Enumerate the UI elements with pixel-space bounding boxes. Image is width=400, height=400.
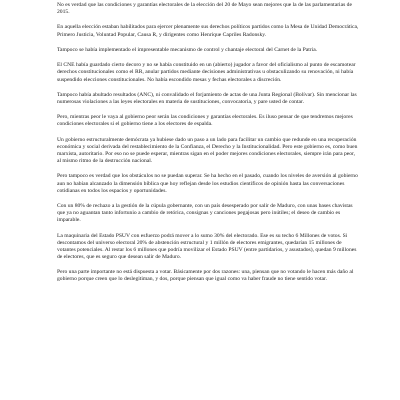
paragraph: Pero, mientras peor le vaya al gobierno peor serán las condiciones y garantías electorales. Es iluso pensar de que tendremos mejores condiciones electorales si el gobierno tiene a los electores de espalda. xyxy=(57,114,353,128)
paragraph: Un gobierno estructuralmente demócrata ya hubiese dado un paso a un lado para facilitar un cambio que redunde en una recuperación económica y social derivada del restablecimiento de la Confianza, el Derecho y la Institucionalidad. Pero este gobierno es, como buen marxista, autoritario. Por eso no se puede esperar, mientras sigan en el poder mejores condiciones electorales, siempre irán para peor, al mismo ritmo de la destrucción nacional. xyxy=(57,136,358,165)
paragraph: La maquinaria del Estado PSUV con esfuerzo podrá mover a lo sumo 30% del electorado. Ese es su techo 6 Millones de votos. Si descontamos del universo electoral 20% de abstención estructural y 1 millón de electores emigrantes, quedarían 15 millones de votantes potenciales. Al restar los 6 millones que podría movilizar el Estado PSUV (entre partidarios, y asustados), quedan 9 millones de electores, que es seguro que desean salir de Maduro. xyxy=(57,232,357,260)
paragraph: Con un 80% de rechazo a la gestión de la cúpula gobernante, con un país desesperado por salir de Maduro, con unas bases chavistas que ya no aguantan tanto infortunio a cambio de retórica, consignas y canciones pegajosas pero inútiles; el deseo de cambio es imparable. xyxy=(57,203,353,224)
paragraph: El CNE había guardado cierto decoro y no se había constituido en un (abierto) jugador a favor del oficialismo al punto de escamotear derechos constitucionales como el RR, anular partidos mediante decisiones administrativas u obstaculizando su renovación, ni había suspendido elecciones constitucionales. No había escondido mesas y fechas electorales a discreción. xyxy=(57,62,356,83)
paragraph: No es verdad que las condiciones y garantías electorales de la elección del 20 de Mayo sean mejores que la de las parlamentarias de 2015. xyxy=(57,2,352,16)
paragraph: Pero una parte importante no está dispuesta a votar. Básicamente por dos razones: una, piensan que no votando le hacen más daño al gobierno porque creen que lo deslegitiman, y dos, porque piensan que igual como va haber fraude no tiene sentido votar. xyxy=(57,269,354,283)
paragraph: En aquella elección estaban habilitados para ejercer plenamente sus derechos políticos partidos como la Mesa de Unidad Democrática, Primero Justicia, Voluntad Popular, Causa R, y dirigentes como Henrique Capriles Radonsky. xyxy=(57,24,359,38)
article-body xyxy=(57,2,359,283)
paragraph: Pero tampoco es verdad que los obstáculos no se puedan superar. Se ha hecho en el pasado, cuando los niveles de aversión al gobierno aun no habían alcanzado la dimensión bíblica que hoy reflejan desde los estudios científicos de opinión hasta las conversaciones cotidianas en todos los espacios y oportunidades. xyxy=(57,173,358,194)
paragraph: Tampoco se había implementado el impresentable mecanismo de control y chantaje electoral del Carnet de la Patria. xyxy=(57,46,318,53)
paragraph: Tampoco había abultado resultados (ANC), ni convalidado el forjamiento de actas de una Junta Regional (Bolívar). Sin mencionar las numerosas violaciones a las leyes electorales en materia de sustituciones, convocatoria, y pare usted de contar. xyxy=(57,91,357,105)
